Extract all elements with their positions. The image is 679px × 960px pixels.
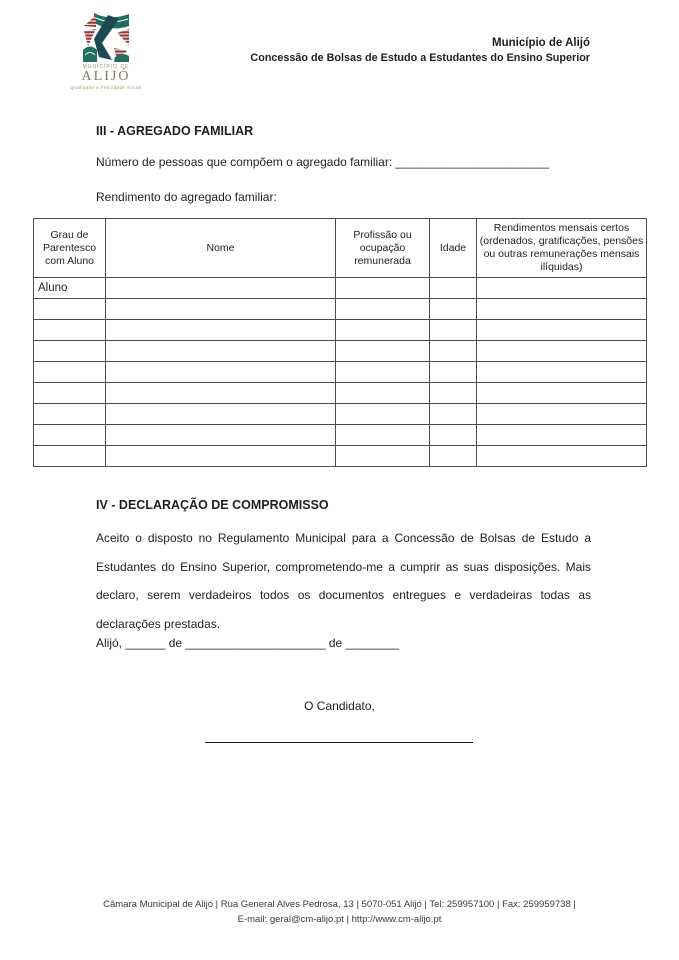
col-header-nome: Nome (106, 219, 336, 278)
table-cell (430, 299, 477, 320)
logo-tagline-text: Qualidade e Felicidade Social (70, 85, 142, 90)
table-cell (430, 341, 477, 362)
section-iii-title: III - AGREGADO FAMILIAR (96, 124, 254, 138)
table-cell (106, 362, 336, 383)
family-table-head (34, 219, 647, 278)
table-cell (336, 278, 430, 299)
family-income-table (33, 218, 647, 467)
header-doc-title: Concessão de Bolsas de Estudo a Estudantes do Ensino Superior (250, 52, 590, 64)
col-header-idade: Idade (430, 219, 477, 278)
col-header-rendimentos: Rendimentos mensais certos (ordenados, gratificações, pensões ou outras remunerações mensais ilíquidas) (477, 219, 647, 278)
table-row (34, 341, 647, 362)
table-cell (477, 320, 647, 341)
table-cell (430, 446, 477, 467)
table-row (34, 362, 647, 383)
table-row (34, 446, 647, 467)
signature-line (205, 742, 473, 743)
table-cell (34, 362, 106, 383)
col-header-parentesco: Grau de Parentesco com Aluno (34, 219, 106, 278)
municipality-logo (60, 12, 152, 90)
table-cell (106, 320, 336, 341)
table-header-row (34, 219, 647, 278)
table-cell (34, 299, 106, 320)
table-row (34, 404, 647, 425)
table-cell (336, 341, 430, 362)
section-iv-title: IV - DECLARAÇÃO DE COMPROMISSO (96, 498, 329, 512)
table-row (34, 425, 647, 446)
logo-municipality-text: MUNICÍPIO DE (82, 64, 130, 70)
logo-name-text: ALIJÓ (81, 69, 131, 84)
table-cell (34, 446, 106, 467)
footer-contact-line: E-mail: geral@cm-alijo.pt | http://www.cm-alijo.pt (237, 914, 442, 925)
document-header (250, 36, 590, 66)
table-cell (106, 383, 336, 404)
table-row (34, 383, 647, 404)
table-cell (336, 362, 430, 383)
table-cell (34, 425, 106, 446)
household-size-line (96, 155, 549, 169)
table-cell (336, 383, 430, 404)
table-cell (477, 278, 647, 299)
table-cell (477, 404, 647, 425)
table-cell (34, 341, 106, 362)
table-cell (106, 299, 336, 320)
table-cell (106, 341, 336, 362)
table-cell (477, 362, 647, 383)
table-cell (430, 383, 477, 404)
table-cell (477, 299, 647, 320)
table-cell (430, 404, 477, 425)
cell-aluno-label: Aluno (34, 278, 106, 299)
table-cell (477, 383, 647, 404)
table-cell (430, 362, 477, 383)
table-cell (477, 446, 647, 467)
table-cell (430, 320, 477, 341)
table-row-aluno (34, 278, 647, 299)
household-income-label: Rendimento do agregado familiar: (96, 190, 277, 204)
table-cell (336, 446, 430, 467)
footer-address-line: Câmara Municipal de Alijó | Rua General Alves Pedrosa, 13 | 5070-051 Alijó | Tel: 259957100 | Fax: 259959738 | (103, 899, 576, 910)
table-cell (336, 299, 430, 320)
candidate-signature-label: O Candidato, (304, 699, 375, 713)
table-cell (477, 341, 647, 362)
table-cell (477, 425, 647, 446)
table-cell (106, 425, 336, 446)
table-cell (106, 278, 336, 299)
household-size-blank: _______________________ (395, 155, 550, 169)
col-header-profissao: Profissão ou ocupação remunerada (336, 219, 430, 278)
table-cell (106, 404, 336, 425)
table-row (34, 299, 647, 320)
table-row (34, 320, 647, 341)
table-cell (106, 446, 336, 467)
date-place-line: Alijó, ______ de _____________________ de ________ (96, 636, 399, 650)
table-cell (336, 404, 430, 425)
table-cell (336, 320, 430, 341)
household-size-label: Número de pessoas que compõem o agregado familiar: (96, 155, 393, 169)
table-cell (34, 404, 106, 425)
page-footer (0, 897, 679, 927)
table-cell (34, 383, 106, 404)
declaration-paragraph: Aceito o disposto no Regulamento Municipal para a Concessão de Bolsas de Estudo a Estudantes do Ensino Superior, comprometendo-me a cumprir as suas disposições. Mais declaro, serem verdadeiros todos os documentos entregues e verdadeiras todas as declarações prestadas. (96, 531, 591, 631)
alijo-emblem-icon (81, 12, 131, 62)
table-cell (336, 425, 430, 446)
header-org-name: Município de Alijó (492, 37, 590, 49)
table-cell (34, 320, 106, 341)
family-table-body (34, 278, 647, 467)
table-cell (430, 425, 477, 446)
table-cell (430, 278, 477, 299)
